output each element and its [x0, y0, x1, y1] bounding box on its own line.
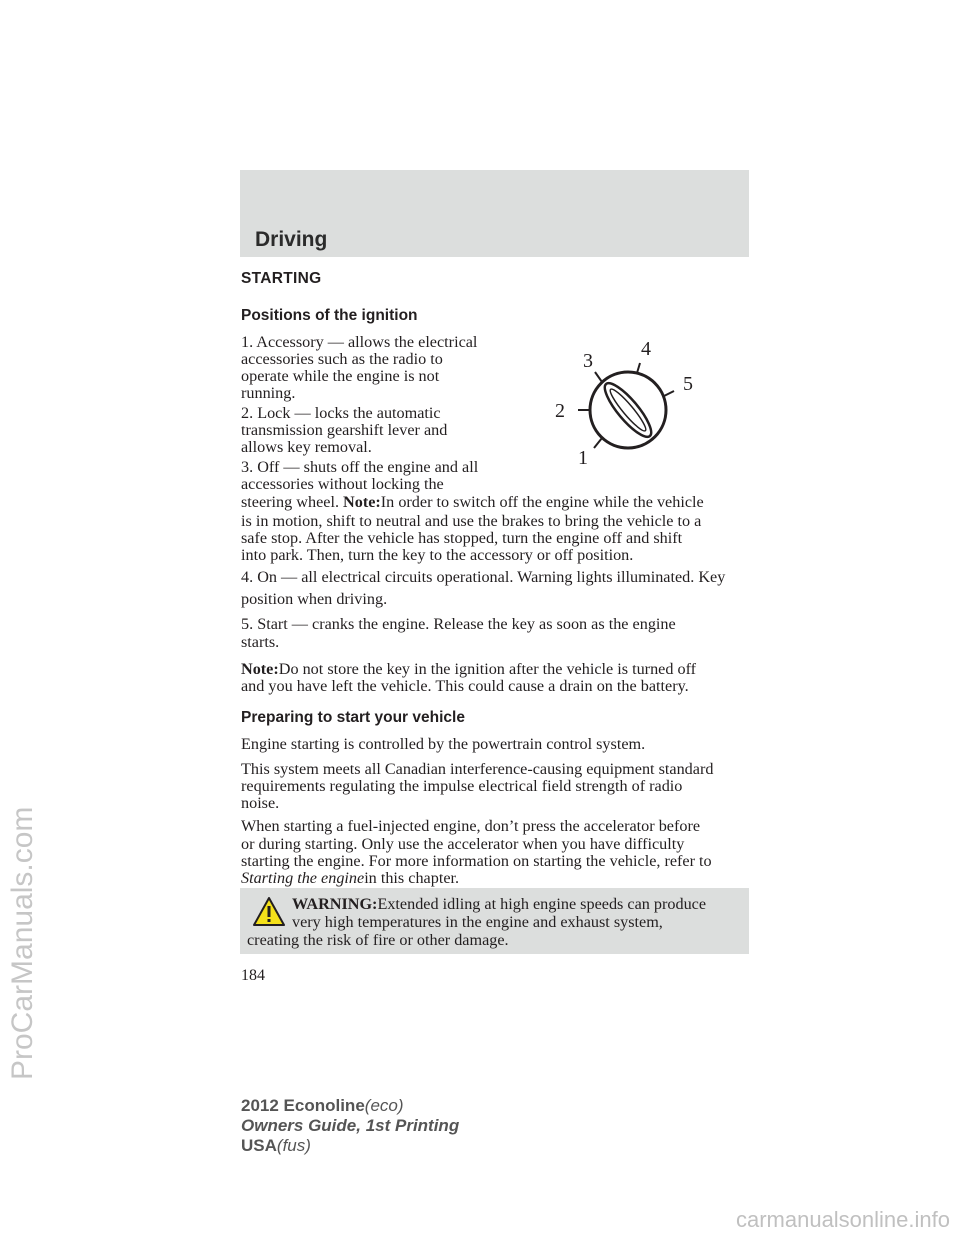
warning-label: WARNING:	[292, 895, 378, 913]
item3-line3-post: In order to switch off the engine while the vehicle	[380, 493, 704, 511]
item3-line3	[241, 493, 704, 511]
note-label: Note:	[241, 660, 279, 678]
footer-model-name: 2012 Econoline	[241, 1096, 365, 1115]
subsection-title-preparing: Preparing to start your vehicle	[241, 709, 465, 726]
subsection-title-ignition: Positions of the ignition	[241, 307, 418, 324]
diagram-label-5: 5	[683, 373, 693, 395]
warning-line2: very high temperatures in the engine and exhaust system,	[292, 913, 663, 931]
item2-line2: transmission gearshift lever and	[241, 421, 448, 439]
diagram-label-3: 3	[583, 350, 593, 372]
preparing-p2-line2: requirements regulating the impulse electrical field strength of radio	[241, 777, 683, 795]
item5-line2: starts.	[241, 633, 280, 651]
pointer-3	[595, 372, 602, 382]
preparing-p3-line2: or during starting. Only use the accelerator when you have difficulty	[241, 835, 685, 853]
item1-line1: 1. Accessory — allows the electrical	[241, 333, 478, 351]
ignition-diagram	[540, 330, 720, 480]
side-watermark: ProCarManuals.com	[6, 806, 39, 1080]
cross-reference-link: Starting the engine	[241, 869, 365, 887]
pointer-4	[637, 363, 640, 373]
preparing-p2-line3: noise.	[241, 794, 280, 812]
warning-line3: creating the risk of fire or other damage.	[247, 931, 509, 949]
bottom-watermark: carmanualsonline.info	[735, 1207, 950, 1232]
footer-guide-text: Owners Guide, 1st Printing	[241, 1116, 460, 1135]
item3-line1: 3. Off — shuts off the engine and all	[241, 458, 479, 476]
footer-region-code: (fus)	[276, 1136, 311, 1155]
note-line1	[241, 660, 696, 678]
item3-line4: is in motion, shift to neutral and use the brakes to bring the vehicle to a	[241, 512, 702, 530]
note-line2: and you have left the vehicle. This could cause a drain on the battery.	[241, 677, 689, 695]
item1-line3: operate while the engine is not	[241, 367, 440, 385]
item2-line1: 2. Lock — locks the automatic	[241, 404, 441, 422]
diagram-label-1: 1	[578, 447, 588, 469]
item3-note-label: Note:	[343, 493, 381, 511]
page-number: 184	[241, 967, 265, 984]
footer-region	[241, 1136, 311, 1156]
diagram-label-2: 2	[555, 400, 565, 422]
warning-box	[240, 888, 749, 954]
preparing-p1: Engine starting is controlled by the powertrain control system.	[241, 735, 646, 753]
diagram-label-4: 4	[641, 338, 651, 360]
note-text-1: Do not store the key in the ignition after the vehicle is turned off	[278, 660, 697, 678]
item2-line3: allows key removal.	[241, 438, 372, 456]
item3-line3-pre: steering wheel.	[241, 493, 339, 511]
pointer-1	[594, 438, 602, 448]
item4-line1: 4. On — all electrical circuits operational. Warning lights illuminated. Key	[241, 568, 726, 586]
item3-line5: safe stop. After the vehicle has stopped, turn the engine off and shift	[241, 529, 683, 547]
preparing-p3-line1: When starting a fuel-injected engine, don’t press the accelerator before	[241, 817, 701, 835]
pointer-5	[664, 391, 674, 396]
warning-triangle-icon	[252, 896, 286, 928]
preparing-p2-line1: This system meets all Canadian interference-causing equipment standard	[241, 760, 714, 778]
cross-reference-tail: in this chapter.	[364, 869, 460, 887]
item1-line4: running.	[241, 384, 296, 402]
item1-line2: accessories such as the radio to	[241, 350, 443, 368]
footer-region-name: USA	[241, 1136, 277, 1155]
section-title: STARTING	[241, 270, 322, 287]
item3-line2: accessories without locking the	[241, 475, 444, 493]
item4-line2: position when driving.	[241, 590, 388, 608]
footer-guide	[241, 1116, 459, 1136]
footer-model-code: (eco)	[364, 1096, 404, 1115]
item3-line6: into park. Then, turn the key to the accessory or off position.	[241, 546, 634, 564]
chapter-title: Driving	[255, 228, 328, 251]
preparing-p3-line4	[241, 869, 459, 887]
section-header-band	[240, 170, 749, 257]
footer-model	[241, 1096, 404, 1116]
preparing-p3-line3: starting the engine. For more information on starting the vehicle, refer to	[241, 852, 712, 870]
warning-line1	[292, 895, 706, 914]
item5-line1: 5. Start — cranks the engine. Release the key as soon as the engine	[241, 615, 676, 633]
warning-text-1: Extended idling at high engine speeds can produce	[377, 895, 707, 913]
